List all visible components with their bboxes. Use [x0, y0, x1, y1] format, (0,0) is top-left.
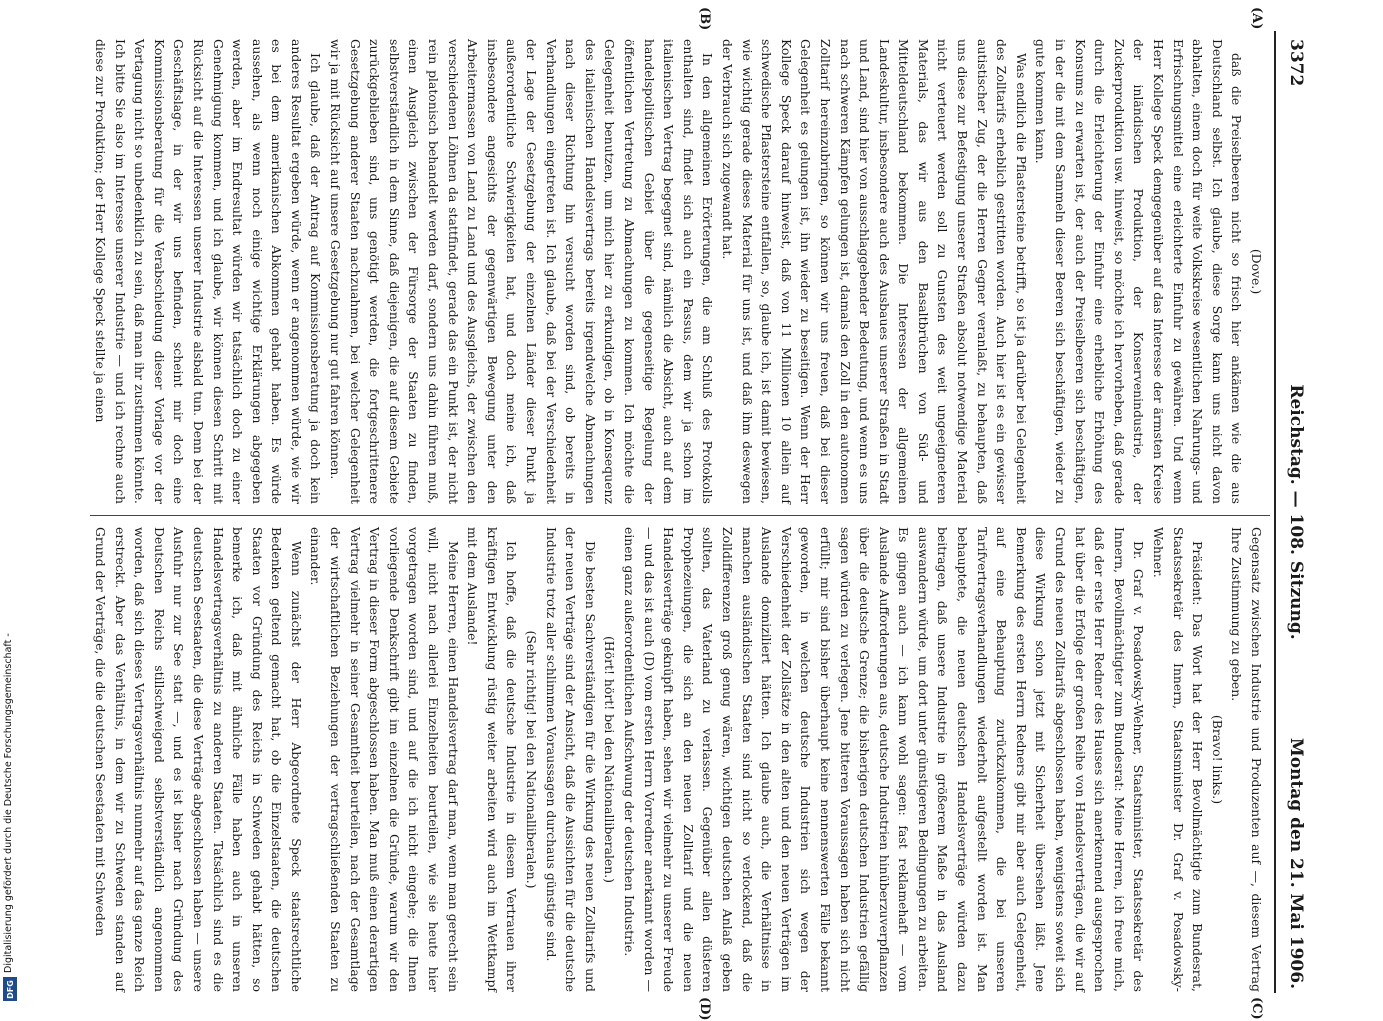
digitization-credit	[0, 8, 22, 999]
speaker-label: (Dove.)	[1249, 248, 1264, 295]
paragraph: Die besten Sachverständigen für die Wirkung des neuen Zolltarifs und der neuen Verträge sind der Ansicht, daß die Aussichten für die deutsche Industrie trotz aller schlimmen Voraussagen durchaus günstige sind.	[543, 527, 598, 992]
interjection: (Sehr richtig! bei den Nationalliberalen.)	[524, 630, 540, 889]
margin-marker-b: (B)	[697, 7, 712, 31]
paragraph: In den allgemeinen Erörterungen, die am Schluß des Protokolls enthalten sind, findet sich auch ein Passus, dem wir ja schon im italienischen Vertrag begegnet sind, nämlich die Absicht, auch auf dem handelspolitischen Gebiet über die gegenseitige Regelung der öffentlichen Vertretung zu Abmachungen zu kommen. Ich möchte die Gelegenheit benutzen, um mich hier zu erkundigen, ob in Konsequenz des italienischen Handelsvertrags bereits irgendwelche Abmachungen nach dieser Richtung hin versucht worden sind, ob bereits in Verhandlungen eingetreten ist. Ich glaube, daß bei der Verschiedenheit der Lage der Gesetzgebung der einzelnen Länder dieser Punkt ja außerordentliche Schwierigkeiten hat, und doch meine ich, daß insbesondere angesichts der gegenwärtigen Bewegung unter den Arbeitermassen von Land zu Land und des Ausgleichs, der zwischen den verschiedenen Löhnen da stattfindet, gerade das ein Punkt ist, der nicht rein platonisch behandelt werden darf, sondern uns dahin führen muß, einen Ausgleich zwischen der Fürsorge der Staaten zu finden, selbstverständlich in dem Sinne, daß diejenigen, die auf diesem Gebiete zurückgeblieben sind, uns genötigt werden, die fortgeschrittenere Gesetzgebung anderer Staaten nachzuahmen, bei welcher Gelegenheit wir ja mit Rücksicht auf unsere Gesetzgebung nur gut fahren können.	[328, 39, 716, 504]
page-header	[1278, 31, 1312, 993]
left-column	[92, 39, 1266, 504]
interjection: (Hört! hört! bei den Nationalliberalen.)	[602, 635, 618, 884]
header-rule	[1274, 31, 1276, 993]
margin-marker-d: (D)	[697, 997, 712, 1021]
dfg-logo	[3, 977, 17, 1001]
margin-marker-c: (C)	[1249, 997, 1264, 1020]
column-divider	[90, 515, 1270, 516]
paragraph: Präsident: Das Wort hat der Herr Bevollmächtigte zum Bundesrat, Staatssekretär des Innern, Staatsminister Dr. Graf v. Posadowsky-Wehner.	[1151, 527, 1206, 992]
digitization-credit-text: Digitalisierung gefördert durch die Deutsche Forschungsgemeinschaft -	[3, 633, 14, 973]
paragraph: Gegensatz zwischen Industrie und Produzenten auf —, diesem Vertrag Ihre Zustimmung zu geben.	[1229, 527, 1264, 992]
paragraph: Dr. Graf v. Posadowsky-Wehner, Staatsminister, Staatssekretär des Innern, Bevollmächtigter zum Bundesrat: Meine Herren, ich freue mich, daß der erste Herr Redner des Hauses sich anerkennend ausgesprochen hat über die Erfolge der großen Reihe von Handelsverträgen, die wir auf Grund des neuen Zolltarifs abgeschlossen haben, wenigstens soweit sich diese Wirkung schon jetzt mit Sicherheit übersehen läßt. Jene Bemerkung des ersten Herrn Redners gibt mir aber auch Gelegenheit, auf eine Behauptung zurückzukommen, die bei unseren Tarifvertragsverhandlungen wiederholt aufgestellt worden ist. Man behauptete, die neuen deutschen Handelsverträge würden dazu beitragen, daß unsere Industrie in größerem Maße in das Ausland auswandern würde, um dort unter günstigeren Bedingungen zu arbeiten. Es gingen auch — ich kann wohl sagen: fast reklamehaft — vom Auslande Aufforderungen aus, deutsche Industrien hinüberzuverpflanzen über die deutsche Grenze; die bisherigen deutschen Industrien gefällig sagen würden zu verlegen. Jene bitteren Voraussagen haben sich nicht erfüllt; mir sind bisher überhaupt keine nennenswerten Fälle bekannt geworden, in welchen deutsche Industrien sich wegen der Verschiedenheit der Zollsätze in den alten und den neuen Verträgen im Auslande domiziliert hätten. Ich glaube auch, die Verhältnisse in manchen ausländischen Staaten sind nicht so verlockend, daß die Zolldifferenzen groß genug wären, wichtigen deutschen Anlaß geben sollten, das Vaterland zu verlassen. Gegenüber allen düsteren Prophezeiungen, die sich an den neuen Zolltarif und die neuen Handelsverträge geknüpft haben, sehen wir vielmehr zu unserer Freude — und das ist auch (D) vom ersten Herrn Vorredner anerkannt worden — einen ganz außerordentlichen Aufschwung der deutschen Industrie.	[622, 527, 1147, 992]
header-title: Reichstag. — 108. Sitzung.	[1286, 384, 1306, 640]
paragraph: Was endlich die Pflastersteine betrifft, so ist ja darüber bei Gelegenheit des Zolltarifs erheblich gestritten worden. Auch hier ist es ein gewisser autistischer Zug, der die Herren Gegner veranlaßt, zu behaupten, daß uns diese zur Befestigung unserer Straßen absolut notwendige Material nicht verteuert werden soll zu Gunsten des weit ungeeigneteren Materials, das wir aus den Basaltbrüchen von Süd- und Mitteldeutschland bekommen. Die Interessen der allgemeinen Landeskultur, insbesondere auch des Ausbaues unserer Straßen in Stadt und Land, sind hier von ausschlaggebender Bedeutung, und wenn es uns nach schweren Kämpfen gelungen ist, damals den Zoll in den autonomen Zolltarif hereinzubringen, so können wir uns freuen, daß bei dieser Gelegenheit es gelungen ist, ihn wieder zu beseitigen. Wenn der Herr Kollege Speck darauf hinweist, daß von 11 Millionen 10 allein auf schwedische Pflastersteine entfallen, so, glaube ich, ist damit bewiesen, wie wichtig gerade dieses Material für uns ist, und daß ihm deswegen der Verbrauch sich zugewandt hat.	[719, 39, 1029, 504]
right-column	[92, 527, 1266, 992]
paragraph: Wenn zunächst der Herr Abgeordnete Speck staatsrechtliche Bedenken geltend gemacht hat, ob die Einzelstaaten, die deutschen Staaten vor Gründung des Reichs in Schweden gehabt hätten, so bemerke ich, daß mit ähnliche Fälle haben auch in unseren Handelsvertragsverhältnis zu anderen Staaten. Tatsächlich sind es die deutschen Seestaaten, die diese Verträge abgeschlossen haben — unsere Ausfuhr nur zur See statt —, und es ist bisher nach Gründung des Deutschen Reichs stillschweigend selbstverständlich angenommen worden, daß sich dieses Vertragsverhältnis nunmehr auf das ganze Reich erstreckt. Aber das Verhältnis, in dem wir zu Schweden standen auf Grund der Verträge, die die deutschen Seestaaten mit Schweden	[92, 527, 304, 992]
paragraph: Ich hoffe, daß die deutsche Industrie in diesem Vertrauen ihrer kräftigen Entwicklung rüstig weiter arbeiten wird auch im Wettkampf mit dem Auslande!	[465, 527, 520, 992]
paragraph: daß die Preiselbeeren nicht so frisch hier ankämen wie die aus Deutschland selbst. Ich glaube, diese Sorge kann uns nicht davon abhalten, einem doch für weite Volkskreise wesentlichen Nahrungs- und Erfrischungsmittel eine erleichterte Einfuhr zu gewähren. Und wenn Herr Kollege Speck demgegenüber auf das Interesse der ärmsten Kreise der inländischen Produktion, der Konservenindustrie, der Zuckerproduktion usw. hinweist, so möchte ich hervorheben, daß gerade durch die Erleichterung der Einfuhr eine erhebliche Erhöhung des Konsums zu erwarten ist, der auch der Preiselbeeren sich beschäftigen, in der die mit dem Sammeln dieser Beeren sich beschäftigen, wieder zu gute kommen kann.	[1033, 39, 1245, 504]
header-date: Montag den 21. Mai 1906.	[1286, 737, 1306, 989]
document-page	[87, 7, 1312, 1021]
dfg-logo-text: DFG	[5, 979, 15, 999]
margin-marker-a: (A)	[1249, 7, 1264, 30]
paragraph: Meine Herren, einen Handelsvertrag darf man, wenn man gerecht sein will, nicht nach allerlei Einzelheiten beurteilen, wie sie heute hier vorgetragen worden sind, und auf die ich nicht eingehe; die Ihnen vorliegende Denkschrift gibt im einzelnen die Gründe, warum wir den Vertrag in dieser Form abgeschlossen haben. Man muß einen derartigen Vertrag vielmehr in seiner Gesamtheit beurteilen, nach der Gesamtlage der wirtschaftlichen Beziehungen der vertragschließenden Staaten zu einander.	[308, 527, 461, 992]
paragraph: Ich glaube, daß der Antrag auf Kommissionsberatung ja doch kein anderes Resultat ergeben würde, wenn er angenommen würde, wie wir es bei dem amerikanischen Abkommen gehabt haben. Es würde aussehen, als wenn noch einige wichtige Erklärungen abgegeben werden, aber im Endresultat würden wir tatsächlich doch zu einer Genehmigung kommen, und ich glaube, wir können diesen Schritt mit Rücksicht auf die Interessen unserer Industrie alsbald tun. Denn bei der Geschäftslage, in der wir uns befinden, scheint mir doch eine Kommissionsberatung für die Verabschiedung dieser Vorlage vor der Vertagung nicht so unbedenklich zu sein, daß man ihr zustimmen könnte. Ich bitte Sie also im Interesse unserer Industrie — und ich rechne auch diese zur Produktion; der Herr Kollege Speck stellte ja einen	[92, 39, 324, 504]
interjection: (Bravo! links.)	[1209, 714, 1225, 805]
page-number: 3372	[1286, 39, 1306, 87]
